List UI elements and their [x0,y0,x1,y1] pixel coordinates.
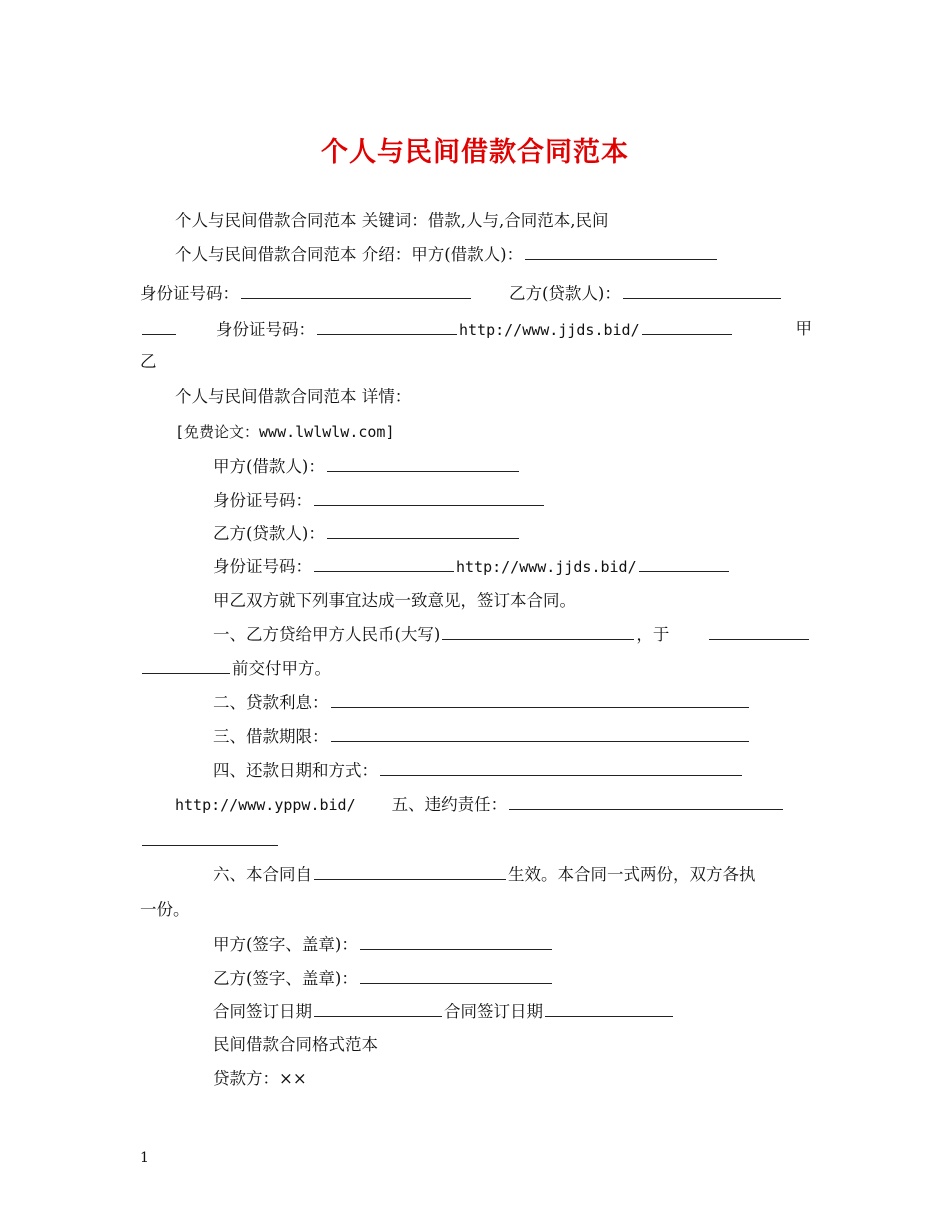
blank-date [709,623,809,640]
url-link-3[interactable]: http://www.yppw.bid/ [175,796,356,814]
id-url-line: 身份证号码： http://www.jjds.bid/ 甲 [140,318,812,341]
blank-lender [623,282,781,299]
blank-borrower [525,243,717,260]
blank-amount [442,623,634,640]
template-title-line: 民间借款合同格式范本 [213,1035,378,1054]
clause3-line: 三、借款期限： [213,725,751,748]
blank-id-4 [314,555,454,572]
blank-borrower-2 [327,455,519,472]
clause6-cont: 一份。 [140,900,190,919]
blank-date-cont [142,657,230,674]
free-paper-link[interactable]: [免费论文：www.lwlwlw.com] [175,423,395,441]
sign-yi-line: 乙方(签字、盖章)： [213,967,554,990]
blank-url2 [639,555,729,572]
blank-url1 [642,318,732,335]
id-line-1: 身份证号码： [213,489,546,512]
clause1-line: 一、乙方贷给甲方人民币(大写) ，于 [213,623,811,646]
id-line-2: 身份证号码： http://www.jjds.bid/ [213,555,731,578]
blank-sign-jia [360,933,552,950]
clause2-line: 二、贷款利息： [213,691,751,714]
url-link-2[interactable]: http://www.jjds.bid/ [456,558,637,576]
agreement-line: 甲乙双方就下列事宜达成一致意见，签订本合同。 [213,591,576,610]
page-number: 1 [140,1150,149,1166]
blank-date-a [314,1000,442,1017]
blank-effective [314,863,506,880]
blank-cont [142,318,176,335]
blank-breach-cont [142,829,278,846]
blank-breach [509,793,783,810]
blank-repay [380,759,742,776]
blank-id [241,282,471,299]
keywords-line: 个人与民间借款合同范本 关键词：借款,人与,合同范本,民间 [175,211,609,230]
free-paper-line [175,421,395,443]
clause5-cont [140,829,280,852]
blank-id2 [317,318,457,335]
blank-sign-yi [360,967,552,984]
intro-line: 个人与民间借款合同范本 介绍：甲方(借款人)： [175,243,719,266]
yi-line: 乙 [140,352,157,371]
sign-date-line: 合同签订日期 合同签订日期 [213,1000,675,1023]
borrower-line: 甲方(借款人)： [213,455,521,478]
blank-lender-2 [327,522,519,539]
clause4-line: 四、还款日期和方式： [213,759,744,782]
sign-jia-line: 甲方(签字、盖章)： [213,933,554,956]
blank-date-b [545,1000,673,1017]
lender-line: 乙方(贷款人)： [213,522,521,545]
lender-name-line: 贷款方：×× [213,1069,307,1088]
blank-interest [331,691,749,708]
url-link-1[interactable]: http://www.jjds.bid/ [459,321,640,339]
blank-id-3 [314,489,544,506]
document-title: 个人与民间借款合同范本 [321,137,629,168]
id-lender-line: 身份证号码： 乙方(贷款人)： [140,282,783,305]
clause1-cont: 前交付甲方。 [140,657,331,680]
details-line: 个人与民间借款合同范本 详情： [175,387,412,406]
clause5-line: http://www.yppw.bid/ 五、违约责任： [175,793,812,816]
blank-term [331,725,749,742]
clause6-line: 六、本合同自 生效。本合同一式两份，双方各执 [213,865,756,884]
